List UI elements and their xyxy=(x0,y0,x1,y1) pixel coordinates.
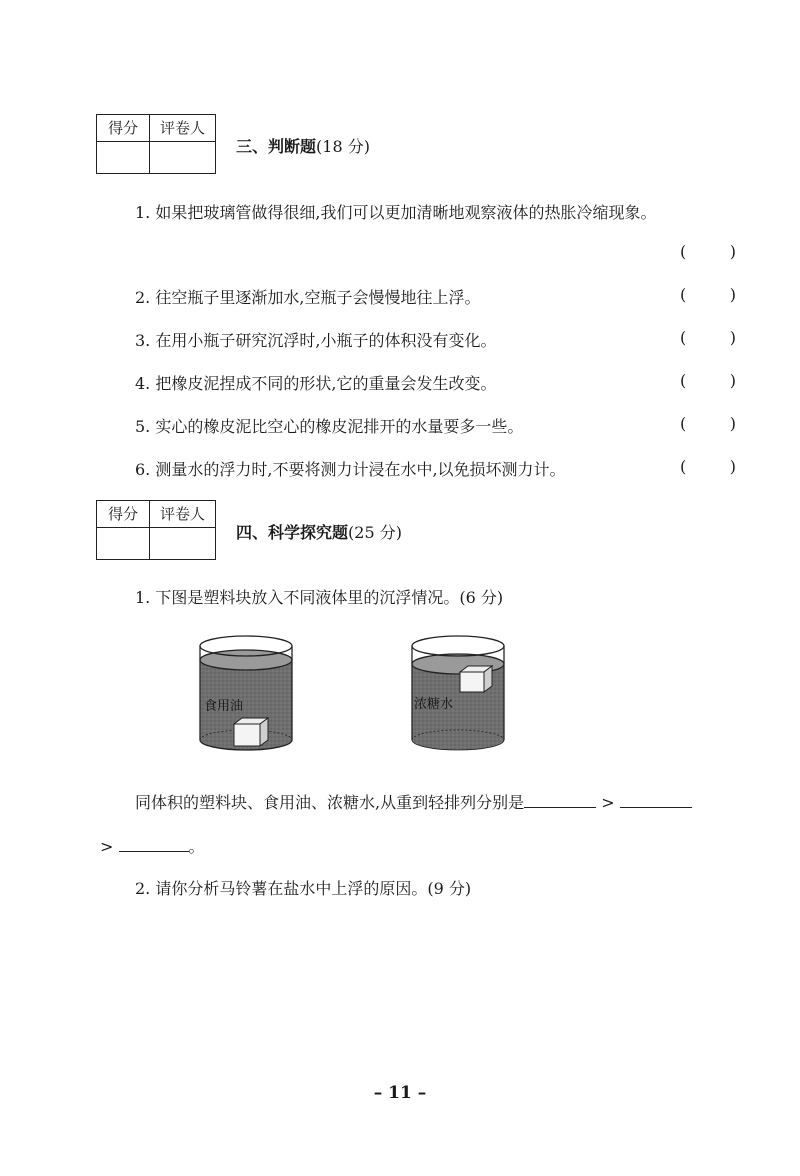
answer-paren-4[interactable] xyxy=(680,371,736,390)
grader-label: 评卷人 xyxy=(150,115,215,142)
end-mark: 。 xyxy=(188,837,205,856)
paren-close: ) xyxy=(729,457,736,476)
question-number: 3. xyxy=(135,331,151,350)
beaker-oil xyxy=(200,636,292,750)
answer-paren-2[interactable] xyxy=(680,285,736,304)
ordering-line-1 xyxy=(135,790,692,813)
label-sugar-water: 浓糖水 xyxy=(414,697,454,712)
paren-open: ( xyxy=(680,242,687,261)
score-box-section3 xyxy=(96,114,216,174)
section3-title-text: 三、判断题 xyxy=(236,137,317,156)
question-text: 2. 请你分析马铃薯在盐水中上浮的原因。(9 分) xyxy=(135,879,472,898)
section4-title xyxy=(236,520,402,543)
question-text: 往空瓶子里逐渐加水,空瓶子会慢慢地往上浮。 xyxy=(155,288,481,307)
gt-sign: > xyxy=(601,793,615,812)
question-text: 把橡皮泥捏成不同的形状,它的重量会发生改变。 xyxy=(155,374,497,393)
paren-open: ( xyxy=(680,371,687,390)
gt-sign: > xyxy=(100,837,114,856)
score-box-section4 xyxy=(96,500,216,560)
answer-paren-5[interactable] xyxy=(680,414,736,433)
judge-question-1 xyxy=(135,200,656,223)
paren-open: ( xyxy=(680,457,687,476)
question-number: 4. xyxy=(135,374,151,393)
plastic-block-floating xyxy=(460,666,492,692)
paren-open: ( xyxy=(680,328,687,347)
ordering-line-2 xyxy=(100,834,205,857)
score-cell[interactable] xyxy=(97,528,150,559)
question-text: 在用小瓶子研究沉浮时,小瓶子的体积没有变化。 xyxy=(155,331,497,350)
section3-points: (18 分) xyxy=(316,137,370,156)
paren-open: ( xyxy=(680,285,687,304)
answer-blank-3[interactable] xyxy=(119,837,189,852)
plastic-block-sunk xyxy=(234,718,268,746)
paren-close: ) xyxy=(729,371,736,390)
section4-title-text: 四、科学探究题 xyxy=(236,523,349,542)
judge-question-4 xyxy=(135,371,496,394)
explore-question-2 xyxy=(135,876,471,899)
question-number: 2. xyxy=(135,288,151,307)
ordering-prompt: 同体积的塑料块、食用油、浓糖水,从重到轻排列分别是 xyxy=(135,793,525,812)
score-label: 得分 xyxy=(97,501,150,528)
question-number: 5. xyxy=(135,417,151,436)
label-cooking-oil: 食用油 xyxy=(204,699,244,714)
judge-question-5 xyxy=(135,414,523,437)
grader-cell[interactable] xyxy=(150,142,215,173)
grader-cell[interactable] xyxy=(150,528,215,559)
beakers-figure xyxy=(190,632,510,757)
judge-question-2 xyxy=(135,285,480,308)
paren-close: ) xyxy=(729,414,736,433)
paren-open: ( xyxy=(680,414,687,433)
judge-question-3 xyxy=(135,328,496,351)
answer-paren-6[interactable] xyxy=(680,457,736,476)
answer-paren-1[interactable] xyxy=(680,242,736,261)
section3-title xyxy=(236,134,370,157)
score-cell[interactable] xyxy=(97,142,150,173)
question-text: 如果把玻璃管做得很细,我们可以更加清晰地观察液体的热胀冷缩现象。 xyxy=(155,203,657,222)
beaker-sugar-water xyxy=(412,636,504,750)
answer-blank-1[interactable] xyxy=(524,793,596,808)
question-text: 测量水的浮力时,不要将测力计浸在水中,以免损坏测力计。 xyxy=(155,460,566,479)
answer-paren-3[interactable] xyxy=(680,328,736,347)
paren-close: ) xyxy=(729,242,736,261)
grader-label: 评卷人 xyxy=(150,501,215,528)
score-label: 得分 xyxy=(97,115,150,142)
judge-question-6 xyxy=(135,457,566,480)
paren-close: ) xyxy=(729,285,736,304)
question-number: 6. xyxy=(135,460,151,479)
paren-close: ) xyxy=(729,328,736,347)
question-text: 实心的橡皮泥比空心的橡皮泥排开的水量要多一些。 xyxy=(155,417,524,436)
question-text: 1. 下图是塑料块放入不同液体里的沉浮情况。(6 分) xyxy=(135,588,504,607)
question-number: 1. xyxy=(135,203,151,222)
page-number: – 11 – xyxy=(373,1083,427,1103)
answer-blank-2[interactable] xyxy=(620,793,692,808)
explore-question-1 xyxy=(135,585,503,608)
section4-points: (25 分) xyxy=(348,523,402,542)
